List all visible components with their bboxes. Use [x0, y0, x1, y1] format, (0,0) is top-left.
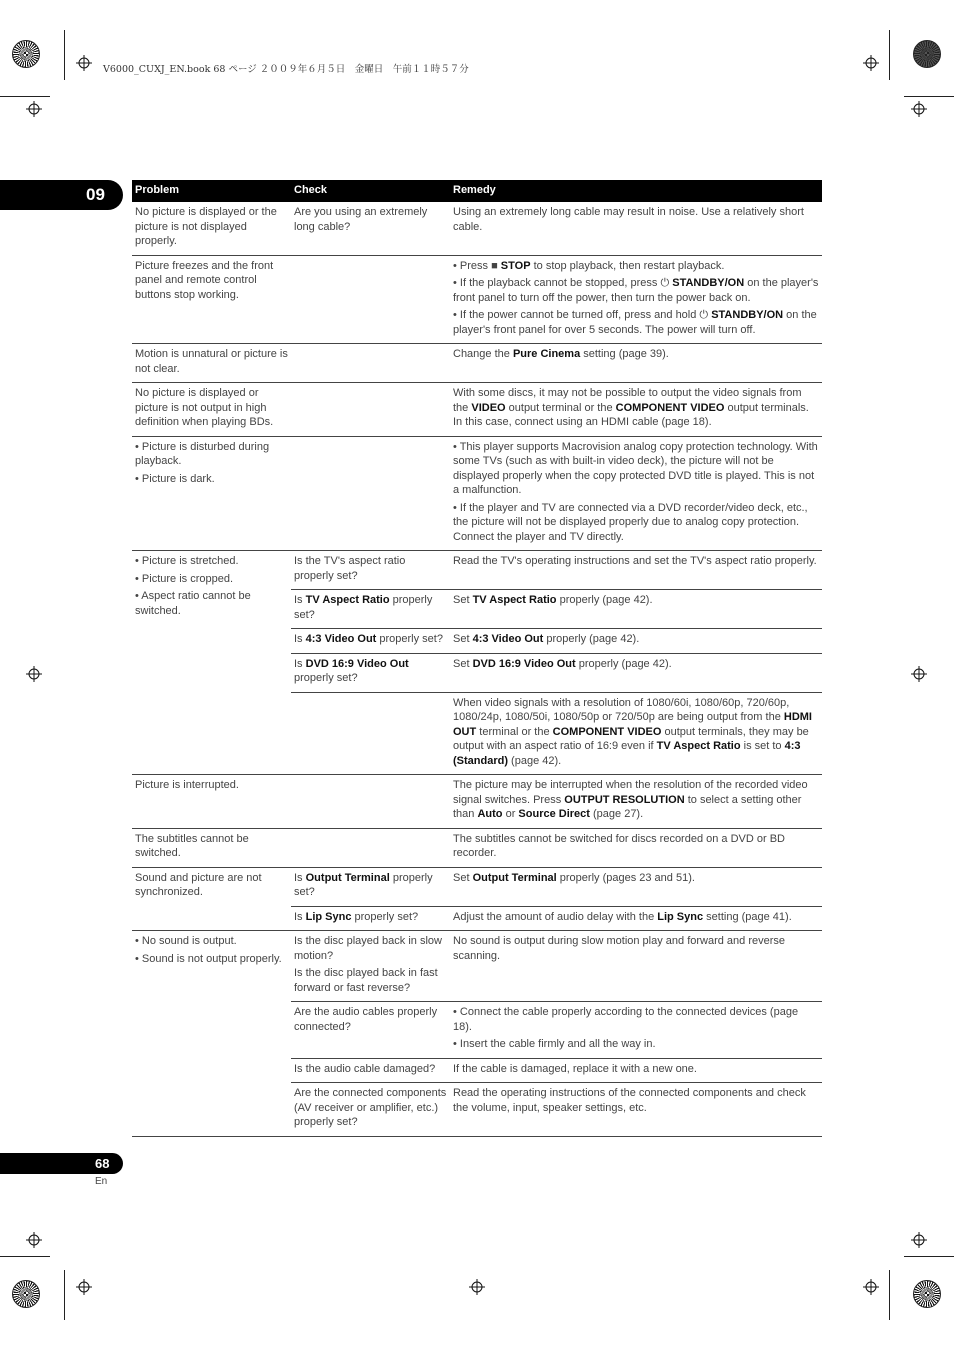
table-header-row — [132, 180, 822, 202]
crosshair-icon — [26, 666, 42, 682]
remedy-bullet: • Press ■ STOP to stop playback, then restart playback. — [453, 259, 725, 272]
troubleshooting-table — [132, 180, 822, 1137]
remedy-bullet: • If the power cannot be turned off, press and hold ⏻ STANDBY/ON on the player's front panel for over 5 seconds. The power will turn off. — [453, 309, 817, 336]
table-row — [132, 931, 822, 1002]
problem-cell: Motion is unnatural or picture is not clear. — [132, 344, 291, 383]
check-cell: Is DVD 16:9 Video Out properly set? — [291, 653, 450, 692]
problem-cell: No picture is displayed or picture is not output in high definition when playing BDs. — [132, 383, 291, 437]
crop-mark — [904, 1256, 954, 1257]
crosshair-icon — [26, 1232, 42, 1248]
remedy-cell: • This player supports Macrovision analog copy protection technology. With some TVs (such as with built-in video deck), the picture will not be displayed properly when the copy protected DVD title is played. This is not a malfunction. • If the player and TV are connected via a DVD recorder/video deck, etc., the picture will not be displayed properly due to analog copy protection. Connect the player and TV directly. — [450, 436, 822, 551]
check-cell: Is the TV's aspect ratio properly set? — [291, 551, 450, 590]
problem-cell: • Picture is disturbed during playback. • Picture is dark. — [132, 436, 291, 551]
check-cell — [291, 255, 450, 344]
problem-cell: Picture freezes and the front panel and remote control buttons stop working. — [132, 255, 291, 344]
remedy-cell: If the cable is damaged, replace it with a new one. — [450, 1058, 822, 1083]
remedy-cell: • Connect the cable properly according to the connected devices (page 18). • Insert the cable firmly and all the way in. — [450, 1002, 822, 1059]
remedy-cell: The picture may be interrupted when the resolution of the recorded video signal switches. Press OUTPUT RESOLUTION to select a setting other than Auto or Source Direct (page 27). — [450, 775, 822, 829]
table-row — [132, 775, 822, 829]
crop-mark — [64, 30, 65, 80]
check-cell — [291, 692, 450, 775]
table-row — [132, 436, 822, 551]
crosshair-icon — [863, 55, 879, 71]
crop-mark — [0, 96, 50, 97]
table-row — [132, 383, 822, 437]
check-cell — [291, 436, 450, 551]
remedy-bullet: • If the playback cannot be stopped, press ⏻ STANDBY/ON on the player's front panel to turn off the power, then turn the power back on. — [453, 277, 819, 304]
remedy-cell: When video signals with a resolution of 1080/60i, 1080/60p, 720/60p, 1080/24p, 1080/50i, 1080/50p or 720/50p are being output from the HDMI OUT terminal or the COMPONENT VIDEO output terminals, they may be output with an aspect ratio of 16:9 even if TV Aspect Ratio is set to 4:3 (Standard) (page 42). — [450, 692, 822, 775]
table-row — [132, 551, 822, 590]
check-cell: Is Lip Sync properly set? — [291, 906, 450, 931]
column-header-check: Check — [291, 180, 450, 202]
remedy-cell: Set TV Aspect Ratio properly (page 42). — [450, 590, 822, 629]
problem-cell: The subtitles cannot be switched. — [132, 828, 291, 867]
crop-mark — [889, 1270, 890, 1320]
crosshair-icon — [76, 55, 92, 71]
remedy-cell: No sound is output during slow motion play and forward and reverse scanning. — [450, 931, 822, 1002]
remedy-cell — [450, 255, 822, 344]
check-cell: Is Output Terminal properly set? — [291, 867, 450, 906]
problem-cell: Sound and picture are not synchronized. — [132, 867, 291, 931]
table-row — [132, 828, 822, 867]
print-file-header: V6000_CUXJ_EN.book 68 ページ ２００９年６月５日 金曜日 午前１１時５７分 — [103, 64, 469, 75]
chapter-tab: 09 — [0, 180, 123, 210]
crop-mark — [0, 1256, 50, 1257]
registration-wheel-bottom-left — [12, 1280, 40, 1308]
crosshair-icon — [911, 666, 927, 682]
remedy-cell: With some discs, it may not be possible to output the video signals from the VIDEO output terminal or the COMPONENT VIDEO output terminals. In this case, connect using an HDMI cable (page 18). — [450, 383, 822, 437]
remedy-cell: Set Output Terminal properly (pages 23 and 51). — [450, 867, 822, 906]
remedy-cell: Read the TV's operating instructions and set the TV's aspect ratio properly. — [450, 551, 822, 590]
crop-mark — [904, 96, 954, 97]
check-cell: Are the connected components (AV receiver or amplifier, etc.) properly set? — [291, 1083, 450, 1137]
check-cell — [291, 344, 450, 383]
registration-wheel-bottom-right — [913, 1280, 941, 1308]
table-row — [132, 867, 822, 906]
crosshair-icon — [469, 1279, 485, 1295]
remedy-cell: The subtitles cannot be switched for discs recorded on a DVD or BD recorder. — [450, 828, 822, 867]
registration-wheel-top-right — [913, 40, 941, 68]
table-row — [132, 202, 822, 255]
page-number: 68 — [0, 1153, 123, 1174]
check-cell — [291, 775, 450, 829]
language-code: En — [95, 1176, 108, 1187]
remedy-cell: Set DVD 16:9 Video Out properly (page 42). — [450, 653, 822, 692]
problem-cell: No picture is displayed or the picture is not displayed properly. — [132, 202, 291, 255]
crosshair-icon — [26, 101, 42, 117]
remedy-cell: Change the Pure Cinema setting (page 39). — [450, 344, 822, 383]
column-header-remedy: Remedy — [450, 180, 822, 202]
check-cell — [291, 828, 450, 867]
table-row — [132, 344, 822, 383]
check-cell — [291, 383, 450, 437]
crosshair-icon — [863, 1279, 879, 1295]
crosshair-icon — [911, 1232, 927, 1248]
check-cell: Are the audio cables properly connected? — [291, 1002, 450, 1059]
check-cell: Are you using an extremely long cable? — [291, 202, 450, 255]
check-cell: Is the disc played back in slow motion? Is the disc played back in fast forward or fast reverse? — [291, 931, 450, 1002]
table-row — [132, 255, 822, 344]
problem-cell: Picture is interrupted. — [132, 775, 291, 829]
check-cell: Is 4:3 Video Out properly set? — [291, 629, 450, 654]
problem-cell: • No sound is output. • Sound is not output properly. — [132, 931, 291, 1137]
problem-cell: • Picture is stretched. • Picture is cropped. • Aspect ratio cannot be switched. — [132, 551, 291, 775]
crosshair-icon — [911, 101, 927, 117]
check-cell: Is the audio cable damaged? — [291, 1058, 450, 1083]
crop-mark — [64, 1270, 65, 1320]
remedy-cell: Using an extremely long cable may result in noise. Use a relatively short cable. — [450, 202, 822, 255]
remedy-cell: Set 4:3 Video Out properly (page 42). — [450, 629, 822, 654]
remedy-cell: Adjust the amount of audio delay with the Lip Sync setting (page 41). — [450, 906, 822, 931]
check-cell: Is TV Aspect Ratio properly set? — [291, 590, 450, 629]
crop-mark — [889, 30, 890, 80]
remedy-cell: Read the operating instructions of the connected components and check the volume, input, speaker settings, etc. — [450, 1083, 822, 1137]
crosshair-icon — [76, 1279, 92, 1295]
registration-wheel-top-left — [12, 40, 40, 68]
column-header-problem: Problem — [132, 180, 291, 202]
